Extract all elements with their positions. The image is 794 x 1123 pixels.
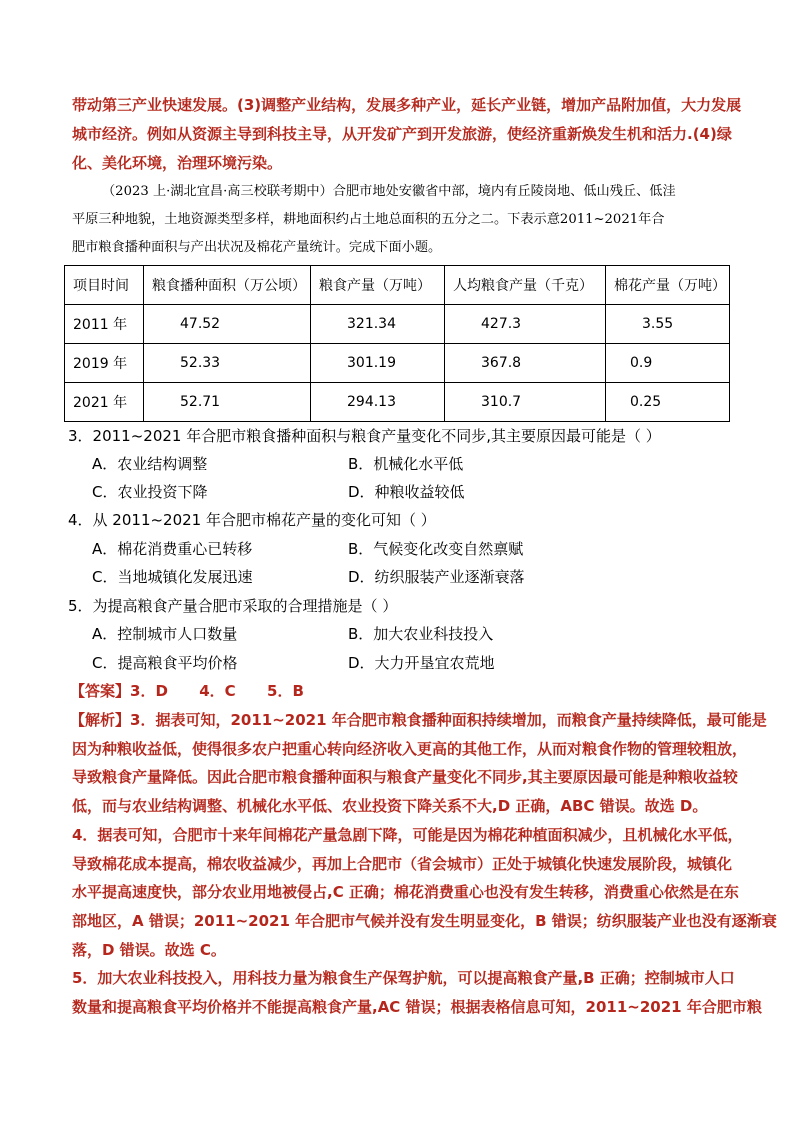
- top-line-1: [72, 95, 741, 115]
- analysis-line: 低，而与农业结构调整、机械化水平低、农业投资下降关系不大,D 正确，ABC 错误。故选 D。: [72, 797, 708, 815]
- top-line-1-b: (3)调整产业结构，发展多种产业，延长产业链，增加产品附加值，大力发展: [237, 96, 742, 114]
- analysis-line: 4．据表可知，合肥市十来年间棉花产量急剧下降，可能是因为棉花种植面积减少，且机械化水平低，: [72, 826, 743, 844]
- table-cell: 3.55: [606, 305, 730, 344]
- question-3-option-c: C．农业投资下降: [92, 483, 208, 501]
- analysis-line: 部地区，A 错误；2011~2021 年合肥市气候并没有发生明显变化，B 错误；纺织服装产业也没有逐渐衰: [72, 912, 777, 930]
- answer-text: 3．D 4．C 5．B: [130, 682, 304, 700]
- table-cell: 47.52: [144, 305, 311, 344]
- table-header-cell: 粮食播种面积（万公顷）: [144, 266, 311, 305]
- table-cell: 2019 年: [65, 344, 144, 383]
- intro-line-3: 肥市粮食播种面积与产出状况及棉花产量统计。完成下面小题。: [72, 240, 442, 255]
- table-cell: 427.3: [445, 305, 606, 344]
- top-line-3: 化、美化环境，治理环境污染。: [72, 154, 283, 172]
- table-cell: 52.71: [144, 383, 311, 422]
- top-line-2: 城市经济。例如从资源主导到科技主导，从开发矿产到开发旅游，使经济重新焕发生机和活力.(4)绿: [72, 125, 732, 143]
- intro-line-1: （2023 上·湖北宜昌·高三校联考期中）合肥市地处安徽省中部，境内有丘陵岗地、低山残丘、低洼: [102, 184, 676, 199]
- analysis-line: 水平提高速度快，部分农业用地被侵占,C 正确；棉花消费重心也没有发生转移，消费重心依然是在东: [72, 883, 739, 901]
- question-4-option-d: D．纺织服装产业逐渐衰落: [348, 568, 525, 586]
- question-5-option-c: C．提高粮食平均价格: [92, 654, 238, 672]
- analysis-text: 3．据表可知，2011~2021 年合肥市粮食播种面积持续增加，而粮食产量持续降低，最可能是: [130, 711, 767, 729]
- table-header-cell: 粮食产量（万吨）: [311, 266, 445, 305]
- table-header-cell: 人均粮食产量（千克）: [445, 266, 606, 305]
- question-4-option-c: C．当地城镇化发展迅速: [92, 568, 253, 586]
- analysis-label: 【解析】: [70, 711, 131, 729]
- analysis-line: 数量和提高粮食平均价格并不能提高粮食产量,AC 错误；根据表格信息可知，2011~2021 年合肥市粮: [72, 998, 762, 1016]
- table-row: [65, 383, 730, 422]
- table-cell: 294.13: [311, 383, 445, 422]
- analysis-line: 导致粮食产量降低。因此合肥市粮食播种面积与粮食产量变化不同步,其主要原因最可能是种粮收益较: [72, 768, 738, 786]
- question-4-option-a: A．棉花消费重心已转移: [92, 540, 253, 558]
- question-4-stem: 4．从 2011~2021 年合肥市棉花产量的变化可知（ ）: [68, 511, 436, 529]
- question-3-option-b: B．机械化水平低: [348, 455, 464, 473]
- table-cell: 367.8: [445, 344, 606, 383]
- top-line-1-a: 带动第三产业快速发展。: [72, 96, 238, 114]
- answer-label: 【答案】: [70, 682, 131, 700]
- question-5-option-d: D．大力开垦宜农荒地: [348, 654, 495, 672]
- analysis-line: 导致棉花成本提高，棉农收益减少，再加上合肥市（省会城市）正处于城镇化快速发展阶段，城镇化: [72, 855, 733, 873]
- table-row: [65, 344, 730, 383]
- table-cell: 52.33: [144, 344, 311, 383]
- table-row: [65, 305, 730, 344]
- question-5-stem: 5．为提高粮食产量合肥市采取的合理措施是（ ）: [68, 597, 398, 615]
- table-cell: 2021 年: [65, 383, 144, 422]
- grain-cotton-table: [64, 265, 730, 422]
- table-header-cell: 棉花产量（万吨）: [606, 266, 730, 305]
- table-cell: 310.7: [445, 383, 606, 422]
- table-header-cell: 项目时间: [65, 266, 144, 305]
- analysis-line: 因为种粮收益低，使得很多农户把重心转向经济收入更高的其他工作，从而对粮食作物的管理较粗放，: [72, 740, 748, 758]
- question-3-option-d: D．种粮收益较低: [348, 483, 465, 501]
- question-3-stem: 3．2011~2021 年合肥市粮食播种面积与粮食产量变化不同步,其主要原因最可能是（ ）: [68, 427, 661, 445]
- table-cell: 0.25: [606, 383, 730, 422]
- answer-line: [70, 681, 304, 701]
- table-header-row: [65, 266, 730, 305]
- table-cell: 301.19: [311, 344, 445, 383]
- table-cell: 2011 年: [65, 305, 144, 344]
- table-cell: 321.34: [311, 305, 445, 344]
- analysis-line: 落，D 错误。故选 C。: [72, 941, 226, 959]
- intro-line-2: 平原三种地貌，土地资源类型多样，耕地面积约占土地总面积的五分之二。下表示意2011~2021年合: [72, 212, 665, 227]
- analysis-line: 5．加大农业科技投入，用科技力量为粮食生产保驾护航，可以提高粮食产量,B 正确；控制城市人口: [72, 969, 735, 987]
- question-4-option-b: B．气候变化改变自然禀赋: [348, 540, 524, 558]
- question-3-option-a: A．农业结构调整: [92, 455, 208, 473]
- question-5-option-b: B．加大农业科技投入: [348, 625, 494, 643]
- table-cell: 0.9: [606, 344, 730, 383]
- question-5-option-a: A．控制城市人口数量: [92, 625, 238, 643]
- analysis-line-1: [70, 710, 767, 730]
